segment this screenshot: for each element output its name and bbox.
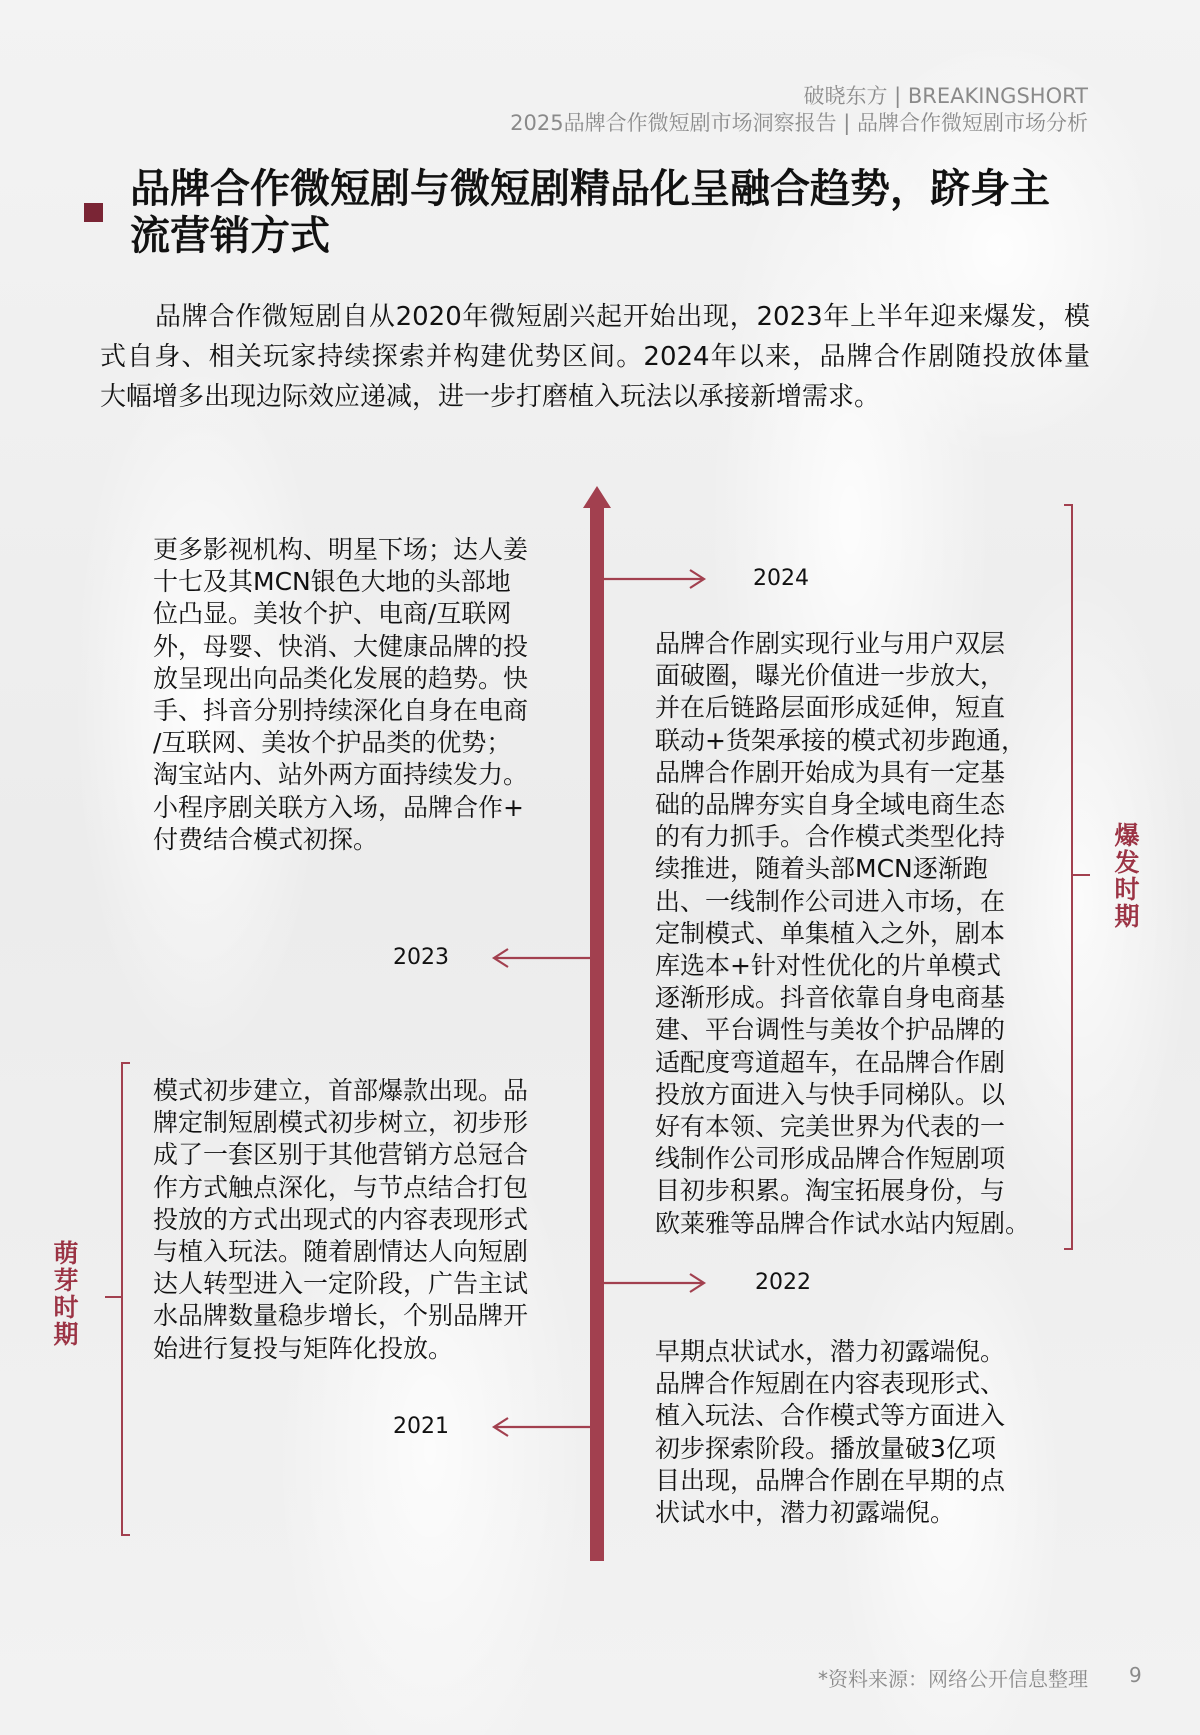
text-line: 品牌合作剧开始成为具有一定基 bbox=[655, 757, 1006, 787]
text-line: 面破圈，曝光价值进一步放大， bbox=[655, 661, 1006, 691]
title-line: 品牌合作微短剧与微短剧精品化呈融合趋势，跻身主 bbox=[130, 166, 1050, 212]
text-line: 状试水中，潜力初露端倪。 bbox=[655, 1498, 956, 1528]
text-line: 投放方面进入与快手同梯队。以 bbox=[655, 1079, 1006, 1109]
year-2023: 2023 bbox=[393, 945, 449, 970]
bracket-burst bbox=[1064, 505, 1090, 1249]
text-line: 品牌合作短剧在内容表现形式、 bbox=[655, 1369, 1006, 1399]
page-number: 9 bbox=[1129, 1663, 1142, 1687]
phase-burst-label: 爆发时期 bbox=[1114, 821, 1140, 931]
text-line: 目初步积累。淘宝拓展身份，与 bbox=[655, 1176, 1006, 1206]
text-line: 早期点状试水，潜力初露端倪。 bbox=[655, 1337, 1006, 1366]
arrow-2023 bbox=[494, 949, 590, 967]
text-line: 植入玩法、合作模式等方面进入 bbox=[655, 1401, 1006, 1431]
text-line: 小程序剧关联方入场，品牌合作+ bbox=[153, 792, 524, 822]
text-line: 的有力抓手。合作模式类型化持 bbox=[655, 822, 1006, 852]
source-note: *资料来源：网络公开信息整理 bbox=[818, 1667, 1088, 1691]
text-line: 础的品牌夯实自身全域电商生态 bbox=[655, 790, 1006, 820]
intro-line: 式自身、相关玩家持续探索并构建优势区间。2024年以来，品牌合作剧随投放体量 bbox=[100, 342, 1090, 372]
text-line: 淘宝站内、站外两方面持续发力。 bbox=[153, 760, 529, 790]
year-2022: 2022 bbox=[755, 1270, 811, 1295]
text-line: 定制模式、单集植入之外，剧本 bbox=[655, 918, 1006, 948]
text-line: 好有本领、完美世界为代表的一 bbox=[655, 1112, 1006, 1142]
text-line: 付费结合模式初探。 bbox=[153, 824, 379, 854]
text-line: 放呈现出向品类化发展的趋势。快 bbox=[153, 663, 529, 693]
text-line: 适配度弯道超车，在品牌合作剧 bbox=[655, 1047, 1006, 1077]
text-line: 品牌合作剧实现行业与用户双层 bbox=[655, 629, 1006, 658]
text-line: 线制作公司形成品牌合作短剧项 bbox=[655, 1144, 1006, 1174]
text-line: 十七及其MCN银色大地的头部地 bbox=[153, 567, 511, 597]
text-block-2023 bbox=[153, 534, 528, 856]
phase-sprout-label: 萌芽时期 bbox=[53, 1239, 79, 1349]
arrow-2022 bbox=[604, 1274, 704, 1292]
header-brand: 破晓东方 | BREAKINGSHORT bbox=[803, 84, 1088, 108]
bracket-sprout bbox=[105, 1063, 130, 1535]
text-line: 联动+货架承接的模式初步跑通， bbox=[655, 725, 1026, 755]
intro-line: 品牌合作微短剧自从2020年微短剧兴起开始出现，2023年上半年迎来爆发，模 bbox=[155, 302, 1090, 332]
text-line: 逐渐形成。抖音依靠自身电商基 bbox=[655, 983, 1006, 1013]
timeline-axis bbox=[590, 500, 604, 1561]
text-line: 位凸显。美妆个护、电商/互联网 bbox=[153, 599, 512, 629]
text-line: 投放的方式出现式的内容表现形式 bbox=[153, 1204, 529, 1234]
text-line: 水品牌数量稳步增长，个别品牌开 bbox=[153, 1301, 529, 1331]
text-line: 成了一套区别于其他营销方总冠合 bbox=[153, 1140, 529, 1170]
text-line: 模式初步建立，首部爆款出现。品 bbox=[153, 1076, 529, 1105]
text-line: 目出现，品牌合作剧在早期的点 bbox=[655, 1465, 1006, 1495]
text-line: 达人转型进入一定阶段，广告主试 bbox=[153, 1269, 529, 1299]
intro-line: 大幅增多出现边际效应递减，进一步打磨植入玩法以承接新增需求。 bbox=[100, 382, 881, 412]
text-line: 建、平台调性与美妆个护品牌的 bbox=[655, 1015, 1006, 1045]
text-block-2022 bbox=[655, 1336, 1005, 1529]
header-report: 2025品牌合作微短剧市场洞察报告 | 品牌合作微短剧市场分析 bbox=[510, 111, 1088, 135]
arrow-2024 bbox=[604, 570, 704, 588]
text-line: 初步探索阶段。播放量破3亿项 bbox=[655, 1433, 996, 1463]
text-block-2024 bbox=[655, 628, 1030, 1240]
text-line: 手、抖音分别持续深化自身在电商 bbox=[153, 696, 529, 726]
year-2021: 2021 bbox=[393, 1414, 449, 1439]
text-line: 欧莱雅等品牌合作试水站内短剧。 bbox=[655, 1208, 1031, 1238]
text-line: 作方式触点深化，与节点结合打包 bbox=[153, 1172, 529, 1202]
text-line: 库选本+针对性优化的片单模式 bbox=[655, 951, 1001, 981]
text-line: 更多影视机构、明星下场；达人姜 bbox=[153, 535, 529, 564]
text-block-2021 bbox=[153, 1075, 528, 1365]
text-line: 与植入玩法。随着剧情达人向短剧 bbox=[153, 1237, 529, 1267]
title-line: 流营销方式 bbox=[130, 213, 330, 259]
text-line: 出、一线制作公司进入市场，在 bbox=[655, 886, 1006, 916]
text-line: /互联网、美妆个护品类的优势； bbox=[153, 728, 512, 758]
arrow-2021 bbox=[494, 1418, 590, 1436]
text-line: 续推进，随着头部MCN逐渐跑 bbox=[655, 854, 988, 884]
text-line: 外，母婴、快消、大健康品牌的投 bbox=[153, 631, 529, 661]
text-line: 始进行复投与矩阵化投放。 bbox=[153, 1333, 454, 1363]
text-line: 并在后链路层面形成延伸，短直 bbox=[655, 693, 1006, 723]
timeline-arrowhead bbox=[583, 486, 611, 508]
year-2024: 2024 bbox=[753, 566, 809, 591]
text-line: 牌定制短剧模式初步树立，初步形 bbox=[153, 1108, 529, 1138]
